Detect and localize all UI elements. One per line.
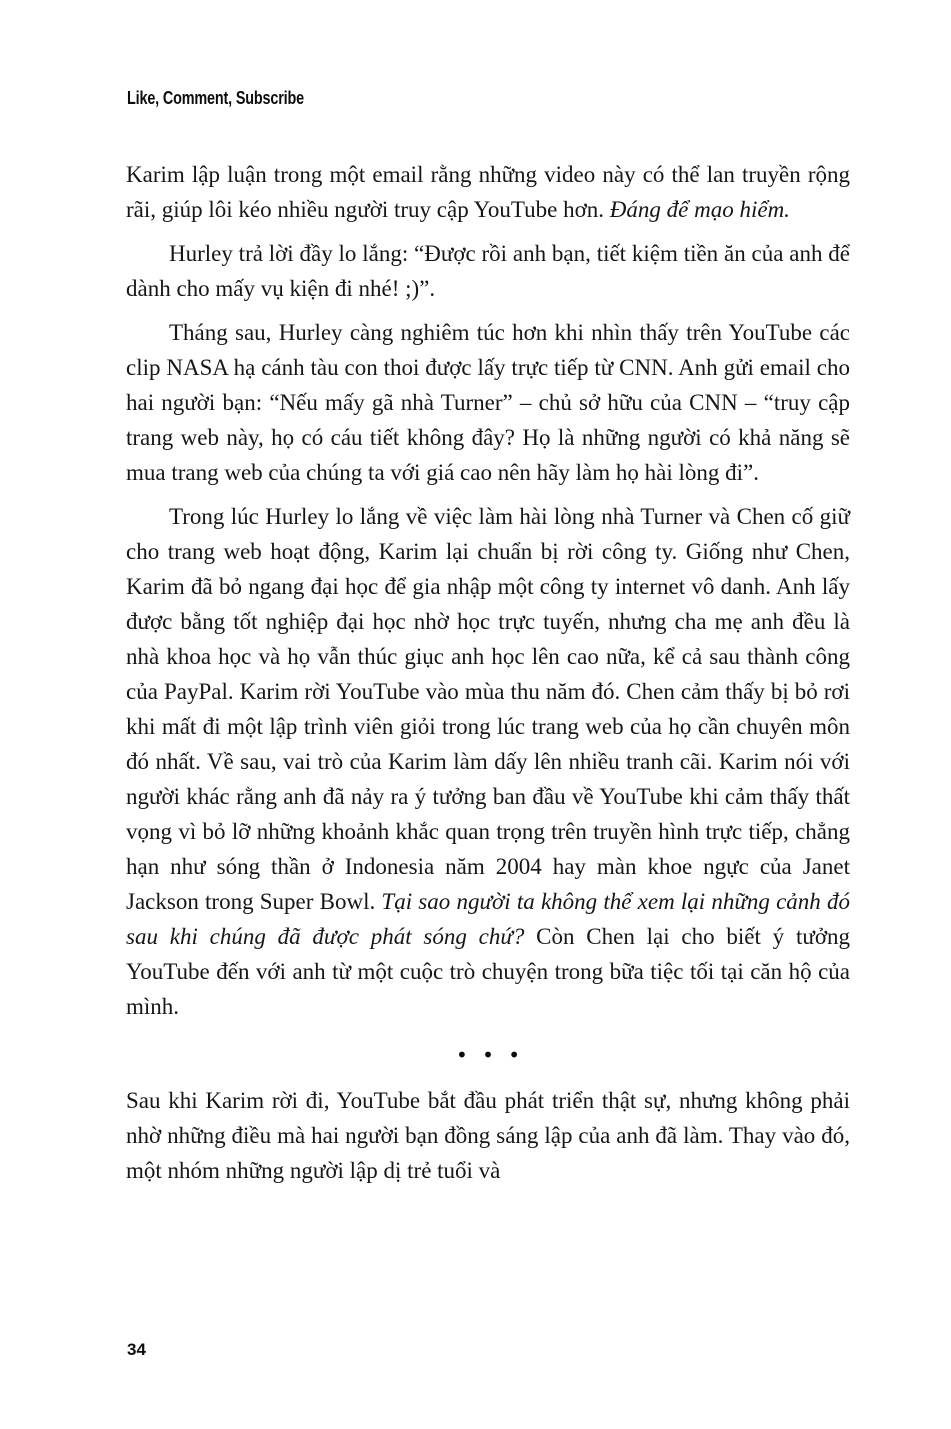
paragraph: [126, 499, 850, 1024]
page-number: 34: [127, 1340, 146, 1359]
running-header: Like, Comment, Subscribe: [127, 88, 305, 108]
paragraph: [126, 236, 850, 306]
emphasis-text: Đáng để mạo hiểm.: [609, 197, 790, 222]
paragraph: [126, 157, 850, 227]
emphasis-text: Tại sao người ta không thể xem lại những cảnh đó sau khi chúng đã được phát sóng chứ?: [126, 889, 850, 949]
section-break-dots: • • •: [455, 1043, 525, 1067]
paragraph-text: Hurley trả lời đầy lo lắng: “Được rồi anh bạn, tiết kiệm tiền ăn của anh để dành cho mấy vụ kiện đi nhé! ;)”.: [126, 241, 850, 301]
paragraph-text: Trong lúc Hurley lo lắng về việc làm hài lòng nhà Turner và Chen cố giữ cho trang web hoạt động, Karim lại chuẩn bị rời công ty. Giống như Chen, Karim đã bỏ ngang đại học để gia nhập một công ty internet vô danh. Anh lấy được bằng tốt nghiệp đại học nhờ học trực tuyến, nhưng cha mẹ anh đều là nhà khoa học và họ vẫn thúc giục anh học lên cao nữa, kể cả sau thành công của PayPal. Karim rời YouTube vào mùa thu năm đó. Chen cảm thấy bị bỏ rơi khi mất đi một lập trình viên giỏi trong lúc trang web của họ cần chuyên môn đó nhất. Về sau, vai trò của Karim làm dấy lên nhiều tranh cãi. Karim nói với người khác rằng anh đã nảy ra ý tưởng ban đầu về YouTube khi cảm thấy thất vọng vì bỏ lỡ những khoảnh khắc quan trọng trên truyền hình trực tiếp, chẳng hạn như sóng thần ở Indonesia năm 2004 hay màn khoe ngực của Janet Jackson trong Super Bowl.: [126, 504, 850, 914]
paragraph: [126, 315, 850, 490]
paragraph-text: Còn Chen lại cho biết ý tưởng YouTube đến với anh từ một cuộc trò chuyện trong bữa tiệc tối tại căn hộ của mình.: [126, 924, 850, 1019]
body-text-block: [126, 157, 850, 1197]
paragraph-text: Karim lập luận trong một email rằng những video này có thể lan truyền rộng rãi, giúp lôi kéo nhiều người truy cập YouTube hơn.: [126, 162, 850, 222]
paragraph-text: Sau khi Karim rời đi, YouTube bắt đầu phát triển thật sự, nhưng không phải nhờ những điều mà hai người bạn đồng sáng lập của anh đã làm. Thay vào đó, một nhóm những người lập dị trẻ tuổi và: [126, 1088, 850, 1183]
paragraph-text: Tháng sau, Hurley càng nghiêm túc hơn khi nhìn thấy trên YouTube các clip NASA hạ cánh tàu con thoi được lấy trực tiếp từ CNN. Anh gửi email cho hai người bạn: “Nếu mấy gã nhà Turner” – chủ sở hữu của CNN – “truy cập trang web này, họ có cáu tiết không đây? Họ là những người có khả năng sẽ mua trang web của chúng ta với giá cao nên hãy làm họ hài lòng đi”.: [126, 320, 850, 485]
paragraph: [126, 1083, 850, 1188]
